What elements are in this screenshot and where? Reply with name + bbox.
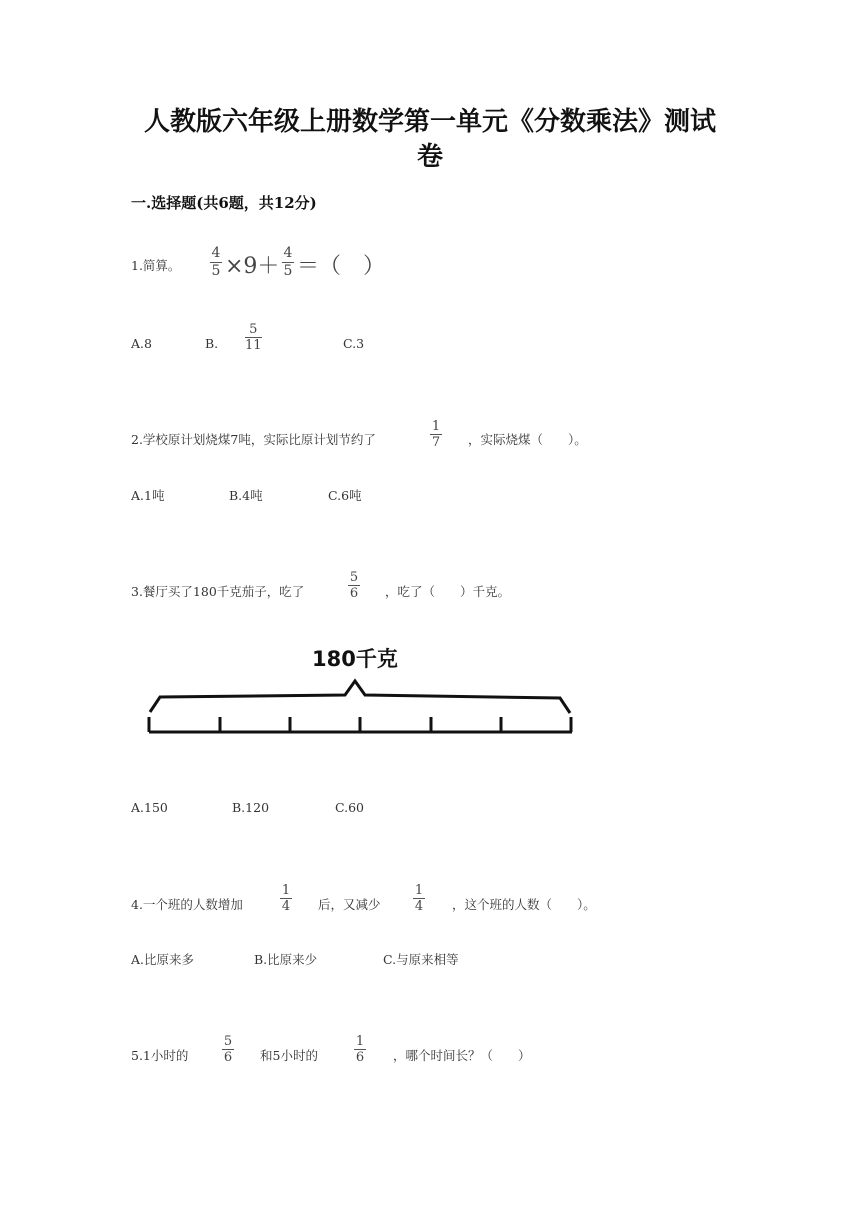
diagram-total-label: 180千克 (312, 647, 398, 671)
question-1-option-b-fraction (245, 323, 262, 352)
question-2-suffix: ，实际烧煤（ ）。 (468, 432, 587, 447)
question-4-middle: 后，又减少 (318, 897, 381, 912)
fraction-denominator: 6 (355, 1050, 365, 1065)
question-4-option-b[interactable]: B.比原来少 (254, 952, 318, 967)
question-2-option-b[interactable]: B.4吨 (229, 488, 263, 503)
question-2-option-c[interactable]: C.6吨 (328, 488, 362, 503)
question-4-fraction-2 (413, 884, 425, 913)
question-5-middle: 和5小时的 (260, 1048, 318, 1063)
question-4-option-a[interactable]: A.比原来多 (131, 952, 195, 967)
fraction-numerator: 1 (431, 419, 441, 434)
question-2-option-a[interactable]: A.1吨 (131, 488, 165, 503)
question-5-suffix: ，哪个时间长？（ ） (393, 1048, 531, 1063)
page-title-line2: 卷 (416, 142, 443, 172)
question-4-option-c[interactable]: C.与原来相等 (383, 952, 459, 967)
question-5-fraction-1 (222, 1035, 234, 1064)
question-3-option-c[interactable]: C.60 (335, 800, 364, 815)
page-title-line1: 人教版六年级上册数学第一单元《分数乘法》测试 (143, 107, 716, 137)
question-4-prefix: 4.一个班的人数增加 (131, 897, 243, 912)
fraction-numerator: 1 (281, 883, 291, 898)
question-3-option-b[interactable]: B.120 (232, 800, 270, 815)
fraction-numerator: 1 (414, 883, 424, 898)
question-5-fraction-2 (354, 1035, 366, 1064)
diagram-brace (150, 681, 570, 713)
question-1-fraction-1 (210, 246, 222, 279)
question-1-option-b[interactable]: B. (205, 336, 219, 351)
fraction-denominator: 5 (211, 263, 221, 279)
fraction-denominator: 11 (245, 338, 262, 353)
question-1-times-nine: ×9＋ (225, 254, 280, 279)
question-3-option-a[interactable]: A.150 (131, 800, 168, 815)
fraction-denominator: 4 (414, 899, 424, 914)
fraction-denominator: 7 (431, 435, 441, 450)
question-1-option-a[interactable]: A.8 (131, 336, 152, 351)
fraction-numerator: 1 (355, 1034, 365, 1049)
question-1-option-c[interactable]: C.3 (343, 336, 365, 351)
question-4-suffix: ，这个班的人数（ ）。 (452, 897, 596, 912)
question-1-fraction-2 (282, 246, 294, 279)
question-2-fraction (430, 420, 442, 449)
question-1-prefix: 1.简算。 (131, 258, 181, 273)
section-heading: 一.选择题(共6题，共12分) (131, 194, 317, 212)
fraction-numerator: 5 (223, 1034, 233, 1049)
fraction-denominator: 4 (281, 899, 291, 914)
fraction-numerator: 4 (211, 245, 221, 261)
fraction-denominator: 6 (349, 586, 359, 601)
question-3-suffix: ，吃了（ ）千克。 (385, 584, 511, 599)
fraction-numerator: 4 (283, 245, 293, 261)
question-3-fraction (348, 571, 360, 600)
question-5-prefix: 5.1小时的 (131, 1048, 189, 1063)
question-3-prefix: 3.餐厅买了180千克茄子，吃了 (131, 584, 305, 599)
fraction-numerator: 5 (249, 322, 258, 337)
question-2-prefix: 2.学校原计划烧煤7吨，实际比原计划节约了 (131, 432, 376, 447)
fraction-denominator: 6 (223, 1050, 233, 1065)
fraction-numerator: 5 (349, 570, 359, 585)
fraction-denominator: 5 (283, 263, 293, 279)
question-1-tail: ＝（ ） (297, 254, 386, 279)
question-3-segment-diagram (140, 635, 580, 745)
question-4-fraction-1 (280, 884, 292, 913)
